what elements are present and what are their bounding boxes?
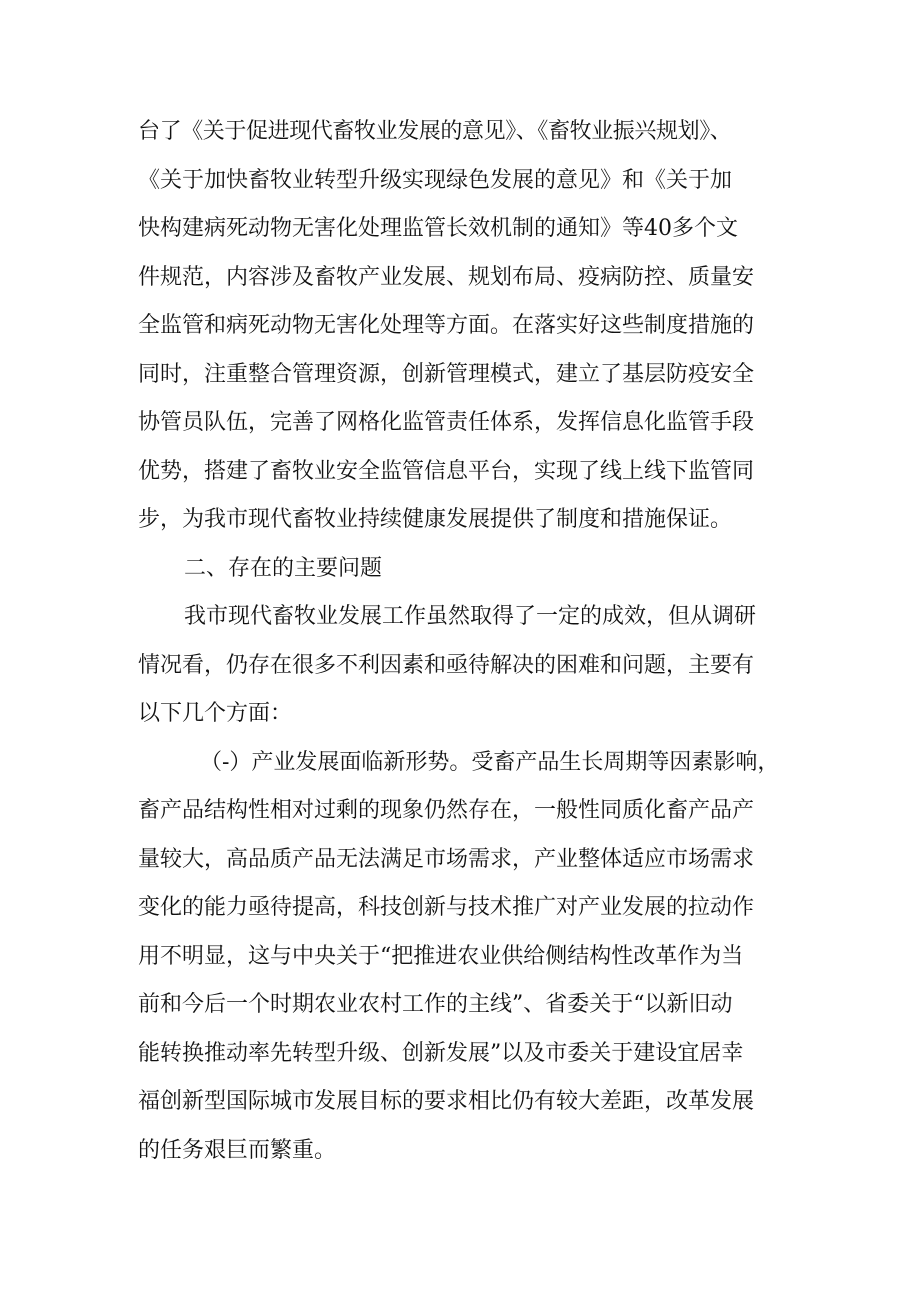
paragraph-line-15: 畜产品结构性相对过剩的现象仍然存在，一般性同质化畜产品产: [138, 798, 755, 823]
paragraph-line-5: 全监管和病死动物无害化处理等方面。在落实好这些制度措施的: [138, 313, 755, 338]
paragraph-line-18: 用不明显，这与中央关于“把推进农业供给侧结构性改革作为当: [138, 943, 744, 969]
paragraph-line-8: 优势，搭建了畜牧业安全监管信息平台，实现了线上线下监管同: [138, 458, 755, 484]
paragraph-line-17: 变化的能力亟待提高，科技创新与技术推广对产业发展的拉动作: [138, 895, 755, 920]
paragraph-line-7: 协管员队伍，完善了网格化监管责任体系，发挥信息化监管手段: [138, 410, 755, 435]
paragraph-line-1: 台了《关于促进现代畜牧业发展的意见》、《畜牧业振兴规划》、: [138, 119, 732, 144]
paragraph-line-22: 的任务艰巨而繁重。: [138, 1137, 337, 1163]
section-heading: 二、存在的主要问题: [184, 555, 383, 581]
paragraph-line-2: 《关于加快畜牧业转型升级实现绿色发展的意见》和《关于加: [138, 167, 733, 193]
paragraph-line-4: 件规范，内容涉及畜牧产业发展、规划布局、疫病防控、质量安: [138, 264, 755, 290]
paragraph-line-12: 情况看，仍存在很多不利因素和亟待解决的困难和问题，主要有: [138, 652, 755, 678]
paragraph-line-19: 前和今后一个时期农业农村工作的主线”、省委关于“以新旧动: [138, 992, 733, 1017]
paragraph-line-21: 福创新型国际城市发展目标的要求相比仍有较大差距，改革发展: [138, 1089, 755, 1114]
subsection-line-14: （-）产业发展面临新形势。受畜产品生长周期等因素影响，: [200, 749, 780, 775]
paragraph-line-3: 快构建病死动物无害化处理监管长效机制的通知》等40多个文: [138, 216, 738, 241]
paragraph-line-9: 步，为我市现代畜牧业持续健康发展提供了制度和措施保证。: [138, 507, 733, 532]
paragraph-line-13: 以下几个方面：: [138, 701, 293, 726]
paragraph-line-11: 我市现代畜牧业发展工作虽然取得了一定的成效，但从调研: [184, 604, 757, 629]
document-body: [138, 108, 788, 1175]
paragraph-line-16: 量较大，高品质产品无法满足市场需求，产业整体适应市场需求: [138, 846, 755, 872]
paragraph-line-20: 能转换推动率先转型升级、创新发展”以及市委关于建设宜居幸: [138, 1040, 744, 1066]
paragraph-line-6: 同时，注重整合管理资源，创新管理模式，建立了基层防疫安全: [138, 361, 755, 387]
